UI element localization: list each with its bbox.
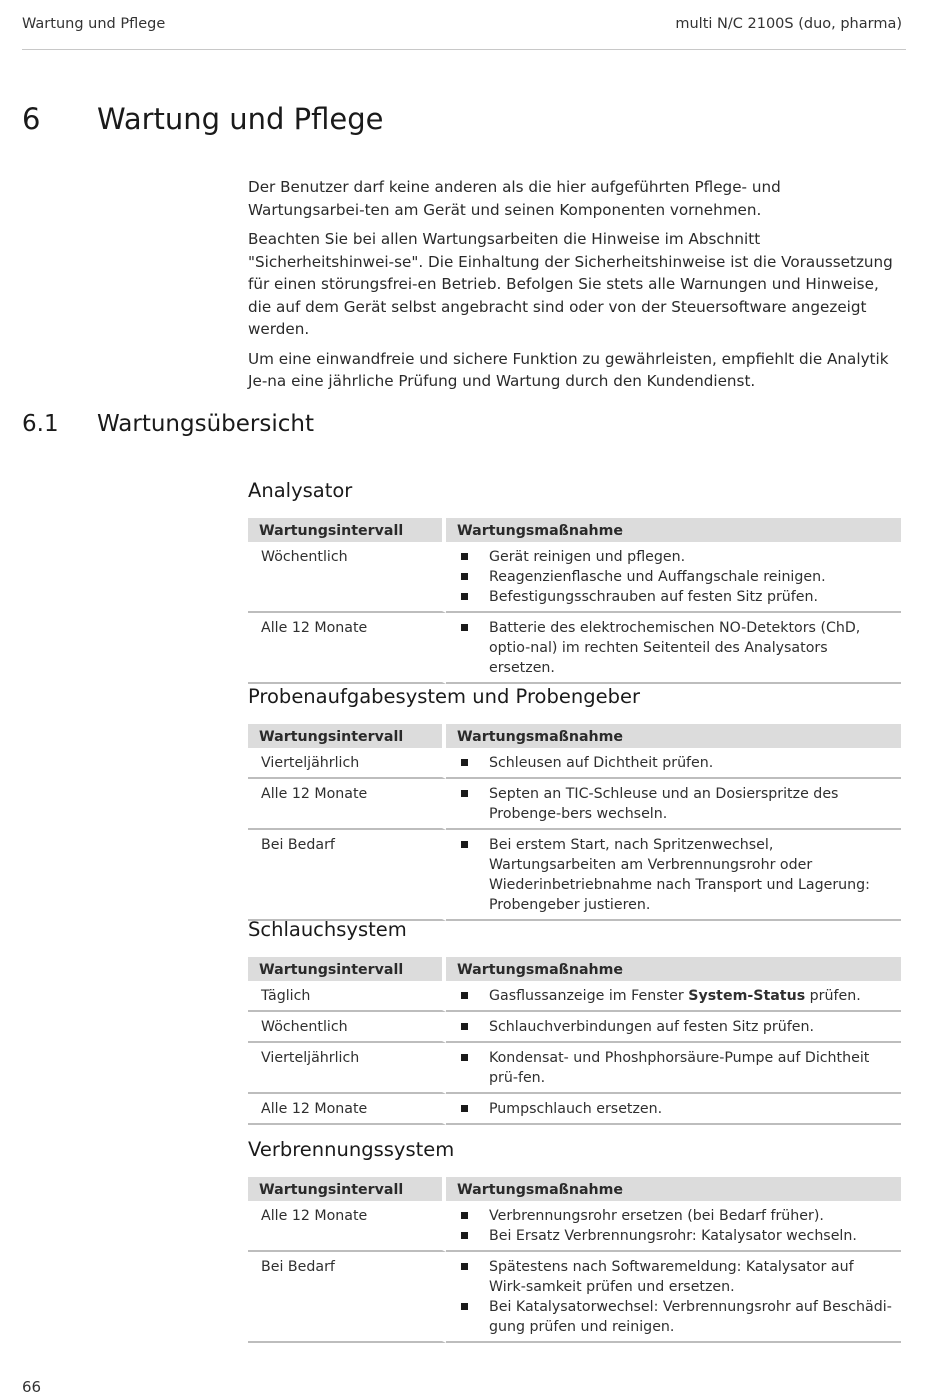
subsection-title: Verbrennungssystem: [248, 1138, 455, 1161]
interval-cell: Wöchentlich: [248, 1012, 446, 1043]
interval-cell: Vierteljährlich: [248, 748, 446, 779]
column-header-interval: Wartungsintervall: [248, 1177, 446, 1201]
action-cell: [446, 1252, 901, 1343]
maintenance-table: [248, 957, 901, 1125]
table-header-row: [248, 1177, 901, 1201]
table-row: [248, 1252, 901, 1343]
action-cell: [446, 613, 901, 684]
chapter-title: Wartung und Pflege: [97, 102, 384, 136]
section-title: Wartungsübersicht: [97, 411, 314, 437]
maintenance-table: [248, 724, 901, 921]
action-item: Kondensat- und Phoshphorsäure-Pumpe auf Dichtheit prü-fen.: [459, 1048, 893, 1088]
table-row: [248, 1094, 901, 1125]
table-row: [248, 1043, 901, 1094]
interval-cell: Alle 12 Monate: [248, 1094, 446, 1125]
action-cell: [446, 1012, 901, 1043]
column-header-action: Wartungsmaßnahme: [446, 1177, 901, 1201]
window-name: System-Status: [688, 988, 806, 1004]
maintenance-table: [248, 518, 901, 684]
column-header-interval: Wartungsintervall: [248, 518, 446, 542]
intro-paragraph: Der Benutzer darf keine anderen als die hier aufgeführten Pflege- und Wartungsarbei-ten am Gerät und seinen Komponenten vornehmen.: [248, 178, 781, 219]
action-item: Bei Katalysatorwechsel: Verbrennungsrohr auf Beschädi-gung prüfen und reinigen.: [459, 1297, 893, 1337]
interval-cell: Vierteljährlich: [248, 1043, 446, 1094]
action-item: Befestigungsschrauben auf festen Sitz prüfen.: [459, 587, 893, 607]
analysator-section: [248, 479, 901, 684]
table-row: [248, 1012, 901, 1043]
table-header-row: [248, 957, 901, 981]
chapter-number: 6: [22, 102, 41, 136]
action-cell: [446, 830, 901, 921]
table-row: [248, 779, 901, 830]
schlauch-section: [248, 918, 901, 1125]
action-item: Gasflussanzeige im Fenster System-Status prüfen.: [459, 986, 893, 1006]
table-row: [248, 1201, 901, 1252]
action-cell: [446, 542, 901, 613]
page-header: [22, 0, 906, 50]
action-item: Gerät reinigen und pflegen.: [459, 547, 893, 567]
action-cell: [446, 748, 901, 779]
maintenance-table: [248, 1177, 901, 1343]
action-cell: [446, 981, 901, 1012]
action-item: Bei Ersatz Verbrennungsrohr: Katalysator wechseln.: [459, 1226, 893, 1246]
subsection-title: Probenaufgabesystem und Probengeber: [248, 685, 640, 708]
interval-cell: Alle 12 Monate: [248, 613, 446, 684]
section-number: 6.1: [22, 411, 59, 437]
page-number: 66: [22, 1378, 42, 1396]
action-cell: [446, 779, 901, 830]
probe-section: [248, 685, 901, 921]
action-item: Schlauchverbindungen auf festen Sitz prüfen.: [459, 1017, 893, 1037]
table-header-row: [248, 518, 901, 542]
action-cell: [446, 1201, 901, 1252]
header-product-name: multi N/C 2100S (duo, pharma): [675, 16, 902, 32]
action-item: Schleusen auf Dichtheit prüfen.: [459, 753, 893, 773]
column-header-action: Wartungsmaßnahme: [446, 724, 901, 748]
table-row: [248, 542, 901, 613]
intro-paragraph: Um eine einwandfreie und sichere Funktion zu gewährleisten, empfiehlt die Analytik Je-na eine jährliche Prüfung und Wartung durch den Kundendienst.: [248, 349, 889, 390]
action-item: Pumpschlauch ersetzen.: [459, 1099, 893, 1119]
interval-cell: Bei Bedarf: [248, 830, 446, 921]
action-cell: [446, 1043, 901, 1094]
column-header-interval: Wartungsintervall: [248, 724, 446, 748]
action-cell: [446, 1094, 901, 1125]
intro-text: [248, 176, 898, 400]
subsection-title: Schlauchsystem: [248, 918, 407, 941]
action-item: Spätestens nach Softwaremeldung: Katalysator auf Wirk-samkeit prüfen und ersetzen.: [459, 1257, 893, 1297]
table-row: [248, 613, 901, 684]
interval-cell: Wöchentlich: [248, 542, 446, 613]
action-item: Reagenzienflasche und Auffangschale reinigen.: [459, 567, 893, 587]
verbrennung-section: [248, 1138, 901, 1343]
column-header-interval: Wartungsintervall: [248, 957, 446, 981]
header-chapter-title: Wartung und Pflege: [22, 16, 166, 32]
column-header-action: Wartungsmaßnahme: [446, 957, 901, 981]
action-item: Batterie des elektrochemischen NO-Detektors (ChD, optio-nal) im rechten Seitenteil des Analysators ersetzen.: [459, 618, 893, 678]
column-header-action: Wartungsmaßnahme: [446, 518, 901, 542]
interval-cell: Alle 12 Monate: [248, 1201, 446, 1252]
interval-cell: Alle 12 Monate: [248, 779, 446, 830]
subsection-title: Analysator: [248, 479, 353, 502]
interval-cell: Bei Bedarf: [248, 1252, 446, 1343]
interval-cell: Täglich: [248, 981, 446, 1012]
table-header-row: [248, 724, 901, 748]
table-row: [248, 830, 901, 921]
action-item: Bei erstem Start, nach Spritzenwechsel, Wartungsarbeiten am Verbrennungsrohr oder Wiederinbetriebnahme nach Transport und Lagerung: Probengeber justieren.: [459, 835, 893, 915]
table-row: [248, 748, 901, 779]
action-item: Verbrennungsrohr ersetzen (bei Bedarf früher).: [459, 1206, 893, 1226]
action-item: Septen an TIC-Schleuse und an Dosierspritze des Probenge-bers wechseln.: [459, 784, 893, 824]
intro-paragraph: Beachten Sie bei allen Wartungsarbeiten die Hinweise im Abschnitt "Sicherheitshinwei-se". Die Einhaltung der Sicherheitshinweise ist die Voraussetzung für einen störungsfrei-en Betrieb. Befolgen Sie stets alle Warnungen und Hinweise, die auf dem Gerät selbst angebracht sind oder von der Steuersoftware angezeigt werden.: [248, 230, 893, 338]
table-row: [248, 981, 901, 1012]
